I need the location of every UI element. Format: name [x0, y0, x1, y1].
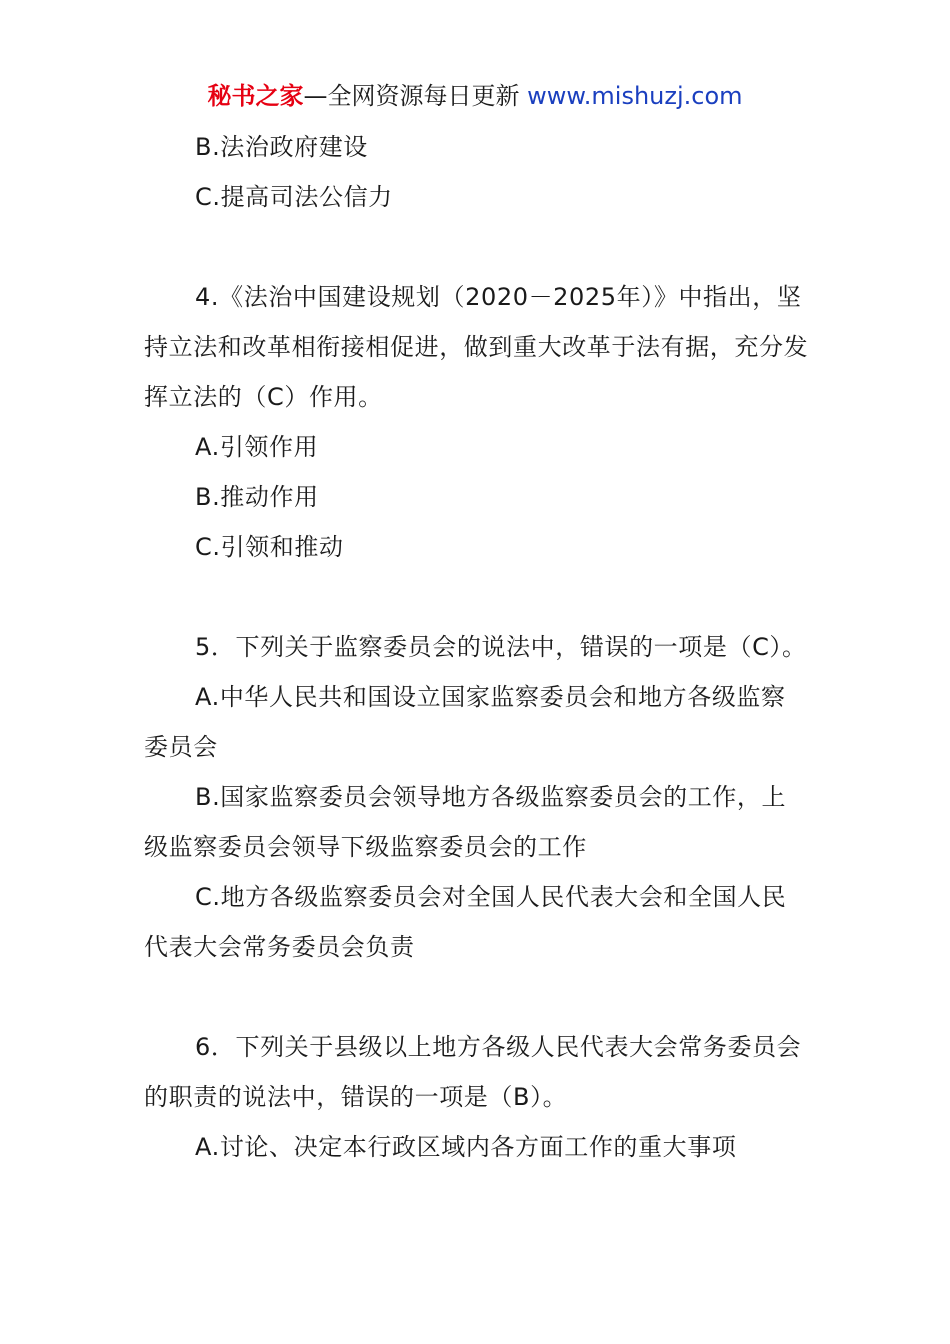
option-line: A.引领作用 [195, 433, 319, 461]
option-line: C.地方各级监察委员会对全国人民代表大会和全国人民代表大会常务委员会负责 [144, 883, 787, 961]
option-line: C.提高司法公信力 [195, 183, 393, 211]
spacer [144, 222, 809, 272]
page-header [0, 80, 950, 112]
option-line: B.推动作用 [195, 483, 319, 511]
question-stem: 6．下列关于县级以上地方各级人民代表大会常务委员会的职责的说法中，错误的一项是（B）。 [144, 1033, 802, 1111]
spacer [144, 572, 809, 622]
document-body [144, 122, 809, 1172]
option-line: B.法治政府建设 [195, 133, 368, 161]
option-line: A.中华人民共和国设立国家监察委员会和地方各级监察委员会 [144, 683, 786, 761]
question-stem: 4.《法治中国建设规划（2020－2025年）》中指出，坚持立法和改革相衔接相促进，做到重大改革于法有据，充分发挥立法的（C）作用。 [144, 283, 809, 411]
header-tagline: —全网资源每日更新 [303, 82, 528, 110]
option-line: A.讨论、决定本行政区域内各方面工作的重大事项 [195, 1133, 737, 1161]
option-line: B.国家监察委员会领导地方各级监察委员会的工作，上级监察委员会领导下级监察委员会的工作 [144, 783, 787, 861]
brand-name: 秘书之家 [207, 82, 304, 110]
question-stem: 5．下列关于监察委员会的说法中，错误的一项是（C）。 [195, 633, 807, 661]
website-link[interactable]: www.mishuzj.com [527, 82, 743, 110]
option-line: C.引领和推动 [195, 533, 344, 561]
spacer [144, 972, 809, 1022]
